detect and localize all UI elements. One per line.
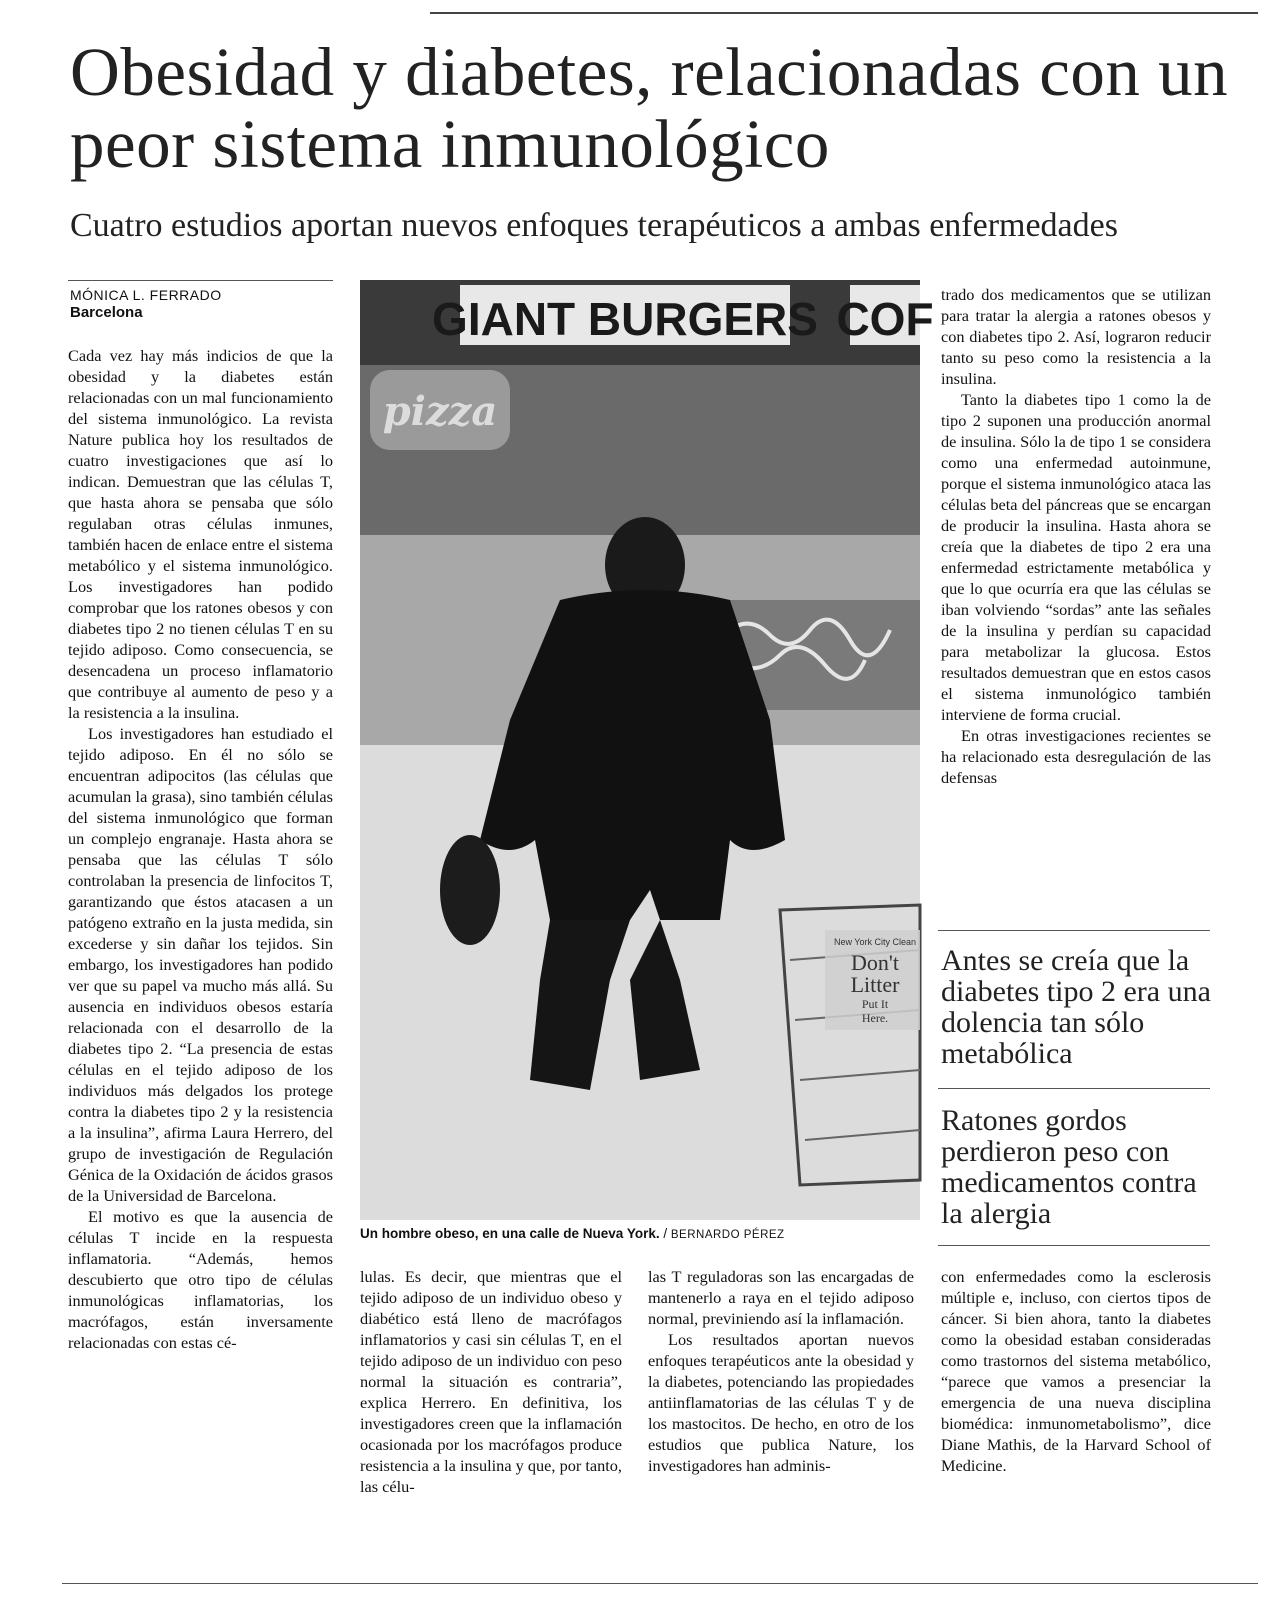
pullquote-2: Ratones gordos perdieron peso con medicamentos contra la alergia	[941, 1104, 1197, 1230]
photo-caption	[360, 1226, 920, 1241]
bottom-rule	[62, 1583, 1258, 1584]
paragraph: trado dos medicamentos que se utilizan para tratar la alergia a ratones obesos y con diabetes tipo 2. Así, lograron reducir tanto su peso como la resistencia a la insulina.	[941, 285, 1211, 388]
bin-text-line3: Litter	[850, 972, 900, 997]
paragraph: con enfermedades como la esclerosis múltiple e, incluso, con ciertos tipos de cáncer. Si bien ahora, tanto la diabetes como la obesidad estaban consideradas como trastornos del sistema metabólico, “parece que vamos a presenciar la emergencia de una nueva disciplina biomédica: inmunometabolismo”, dice Diane Mathis, de la Harvard School of Medicine.	[941, 1267, 1211, 1475]
article-photo	[360, 280, 934, 1220]
article-column-4-bottom	[941, 1266, 1211, 1476]
bin-text-line2: Don't	[851, 950, 899, 975]
pullquote-1: Antes se creía que la diabetes tipo 2 era una dolencia tan sólo metabólica	[941, 944, 1211, 1070]
article-column-2	[360, 1266, 622, 1497]
paragraph: Los investigadores han estudiado el tejido adiposo. En él no sólo se encuentran adipocitos (las células que acumulan la grasa), sino también células del sistema inmunológico que forman un complejo engranaje. Hasta ahora se pensaba que las células T sólo controlaban la presencia de linfocitos T, garantizando que éstos atacasen a un patógeno extraño en la justa medida, sin excederse y sin dañar los tejidos. Sin embargo, los investigadores han podido ver que su papel va mucho más allá. Su ausencia en individuos obesos estaría relacionada con el desarrollo de la diabetes tipo 2. “La presencia de estas células en el tejido adiposo de los individuos más delgados los protege contra la diabetes tipo 2 y la resistencia a la insulina”, afirma Laura Herrero, del grupo de investigación de Regulación Génica de la Oxidación de ácidos grasos de la Universidad de Barcelona.	[68, 724, 333, 1205]
article-column-3	[648, 1266, 914, 1476]
caption-separator: /	[663, 1226, 671, 1241]
paragraph: Tanto la diabetes tipo 1 como la de tipo 2 suponen una producción anormal de insulina. Sólo la de tipo 1 se considera como una enfermedad autoinmune, porque el sistema inmunológico ataca las células beta del páncreas que se encargan de producir la insulina. Hasta ahora se creía que la diabetes de tipo 2 era una enfermedad estrictamente metabólica y que lo que ocurría era que las células se iban volviendo “sordas” ante las señales de la insulina y perdían su capacidad para metabolizar la glucosa. Estos resultados demuestran que en estos casos el sistema inmunológico también interviene de forma crucial.	[941, 390, 1211, 724]
top-rule	[430, 12, 1258, 14]
paragraph: lulas. Es decir, que mientras que el tejido adiposo de un individuo obeso y diabético está lleno de macrófagos inflamatorios y casi sin células T, en el tejido adiposo de un individuo con peso normal la situación es contraria”, explica Herrero. En definitiva, los investigadores creen que la inflamación ocasionada por los macrófagos produce resistencia a la insulina y que, por tanto, las célu-	[360, 1267, 622, 1496]
pullquote-rule-top	[938, 930, 1210, 931]
byline-author: MÓNICA L. FERRADO	[70, 287, 222, 303]
pizza-sign-text: pizza	[382, 388, 498, 435]
sign-text: GIANT BURGERS	[432, 293, 818, 345]
byline-location: Barcelona	[70, 304, 143, 321]
paragraph: las T reguladoras son las encargadas de mantenerlo a raya en el tejido adiposo normal, previniendo así la inflamación.	[648, 1267, 914, 1328]
paragraph: Cada vez hay más indicios de que la obesidad y la diabetes están relacionadas con un mal funcionamiento del sistema inmunológico. La revista Nature publica hoy los resultados de cuatro investigaciones que así lo indican. Demuestran que las células T, que hasta ahora se pensaba que sólo regulaban otras células inmunes, también hacen de enlace entre el sistema metabólico y el sistema inmunológico. Los investigadores han podido comprobar que los ratones obesos y con diabetes tipo 2 no tienen células T en su tejido adiposo. Como consecuencia, se desencadena un proceso inflamatorio que contribuye al aumento de peso y a la resistencia a la insulina.	[68, 346, 333, 722]
paragraph: Los resultados aportan nuevos enfoques terapéuticos ante la obesidad y la diabetes, potenciando las propiedades antiinflamatorias de las células T y de los mastocitos. De hecho, en otro de los estudios que publica Nature, los investigadores han adminis-	[648, 1330, 914, 1475]
byline-rule	[68, 280, 333, 281]
pullquote-rule-middle	[938, 1088, 1210, 1089]
sign-text-right: COF	[836, 293, 934, 345]
bin-text-line1: New York City Clean	[833, 937, 917, 947]
headline: Obesidad y diabetes, relacionadas con un peor sistema inmunológico	[70, 34, 1229, 182]
paragraph: En otras investigaciones recientes se ha relacionado esta desregulación de las defensas	[941, 726, 1211, 787]
caption-text: Un hombre obeso, en una calle de Nueva York.	[360, 1226, 660, 1241]
pullquote-rule-bottom	[938, 1245, 1210, 1246]
bin-text-line5: Here.	[861, 1011, 889, 1025]
photo-obese-man-street	[360, 280, 934, 1220]
subheadline: Cuatro estudios aportan nuevos enfoques terapéuticos a ambas enfermedades	[70, 207, 1118, 244]
bin-text-line4: Put It	[861, 997, 889, 1011]
article-column-4-top	[941, 284, 1211, 788]
article-column-1	[68, 345, 333, 1353]
paragraph: El motivo es que la ausencia de células T incide en la respuesta inflamatoria. “Además, hemos descubierto que otro tipo de células inmunológicas inflamatorias, los macrófagos, están inversamente relacionadas con estas cé-	[68, 1207, 333, 1352]
photo-credit: BERNARDO PÉREZ	[670, 1229, 785, 1241]
